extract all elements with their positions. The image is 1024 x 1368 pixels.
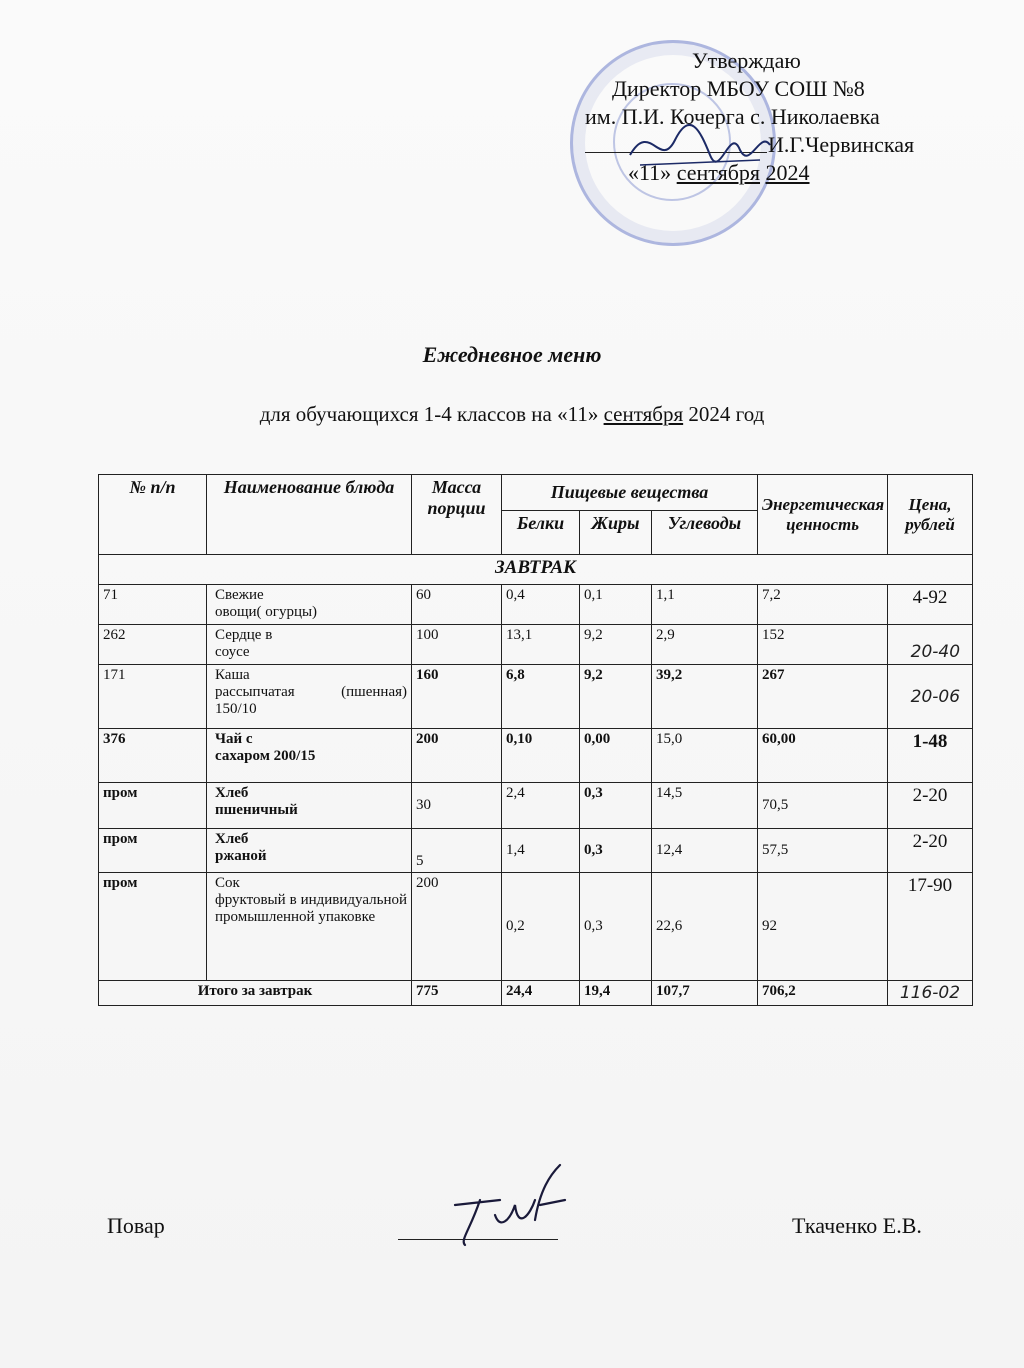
- cell-carbs: 39,2: [652, 665, 758, 729]
- subtitle-suffix: 2024 год: [688, 402, 765, 426]
- cell-mass: 5: [412, 829, 502, 873]
- table-row: [99, 585, 973, 625]
- total-energy: 706,2: [758, 981, 888, 1006]
- header-price: Цена, рублей: [888, 475, 973, 555]
- cell-num: 262: [99, 625, 207, 665]
- cell-protein: 6,8: [502, 665, 580, 729]
- cell-name-line2: пшеничный: [215, 802, 298, 818]
- cell-name-line1: Каша: [215, 667, 250, 683]
- cell-energy: 57,5: [758, 829, 888, 873]
- cell-num: 376: [99, 729, 207, 783]
- cell-name-line1: Чай с: [215, 731, 253, 747]
- section-row: [99, 555, 973, 585]
- page-title: Ежедневное меню: [422, 342, 602, 367]
- cell-carbs: 2,9: [652, 625, 758, 665]
- cell-price: 2-20: [888, 783, 973, 829]
- header-row-top: [99, 475, 973, 511]
- cell-carbs: 12,4: [652, 829, 758, 873]
- page-subtitle: [0, 402, 1024, 427]
- approval-title: Утверждаю: [692, 48, 801, 73]
- cell-mass: 60: [412, 585, 502, 625]
- cell-protein: 1,4: [502, 829, 580, 873]
- total-fat: 19,4: [580, 981, 652, 1006]
- section-title: ЗАВТРАК: [99, 555, 973, 585]
- cell-fat: 9,2: [580, 665, 652, 729]
- cell-energy: 60,00: [758, 729, 888, 783]
- cell-mass: 160: [412, 665, 502, 729]
- cell-carbs: 15,0: [652, 729, 758, 783]
- cell-energy: 92: [758, 873, 888, 981]
- cell-mass: 30: [412, 783, 502, 829]
- cell-carbs: 22,6: [652, 873, 758, 981]
- total-price-handwritten: 116-02: [888, 981, 973, 1006]
- cell-fat: 0,3: [580, 873, 652, 981]
- approval-date-year: 2024: [765, 160, 810, 185]
- footer-role: Повар: [107, 1213, 165, 1238]
- approval-date-month: сентября: [676, 160, 761, 185]
- cell-fat: 0,3: [580, 829, 652, 873]
- cell-fat: 0,1: [580, 585, 652, 625]
- cell-num: пром: [99, 873, 207, 981]
- header-carbs: Углеводы: [652, 511, 758, 555]
- header-num: № п/п: [99, 475, 207, 555]
- table-row: [99, 829, 973, 873]
- table-row: [99, 873, 973, 981]
- director-signature: [620, 110, 780, 180]
- cell-name-line2: овощи( огурцы): [215, 604, 318, 620]
- cell-protein: 0,2: [502, 873, 580, 981]
- approval-position: Директор МБОУ СОШ №8: [612, 76, 865, 101]
- cell-num: пром: [99, 829, 207, 873]
- cell-name: [207, 829, 412, 873]
- footer-name: Ткаченко Е.В.: [792, 1213, 922, 1238]
- cell-energy: 70,5: [758, 783, 888, 829]
- cell-fat: 0,00: [580, 729, 652, 783]
- cell-name-line1: Сок: [215, 875, 240, 891]
- cell-name: [207, 625, 412, 665]
- cell-name: [207, 783, 412, 829]
- total-protein: 24,4: [502, 981, 580, 1006]
- cell-name-line2: ржаной: [215, 848, 267, 864]
- total-carbs: 107,7: [652, 981, 758, 1006]
- cell-price: 2-20: [888, 829, 973, 873]
- cell-price: 17-90: [888, 873, 973, 981]
- table-row: [99, 665, 973, 729]
- cell-num: пром: [99, 783, 207, 829]
- cell-name: [207, 729, 412, 783]
- cell-price-handwritten: 20-06: [888, 665, 973, 729]
- approval-school: им. П.И. Кочерга с. Николаевка: [585, 104, 880, 129]
- header-nutrients: Пищевые вещества: [502, 475, 758, 511]
- cell-protein: 13,1: [502, 625, 580, 665]
- cell-fat: 9,2: [580, 625, 652, 665]
- cell-energy: 152: [758, 625, 888, 665]
- cell-protein: 0,4: [502, 585, 580, 625]
- subtitle-prefix: для обучающихся 1-4 классов на «11»: [259, 402, 599, 426]
- cell-name-line2: рассыпчатая (пшенная) 150/10: [215, 684, 407, 717]
- total-mass: 775: [412, 981, 502, 1006]
- cell-mass: 200: [412, 873, 502, 981]
- cell-name-line2: сахаром 200/15: [215, 748, 316, 764]
- table-row: [99, 625, 973, 665]
- cell-name: [207, 585, 412, 625]
- cell-protein: 2,4: [502, 783, 580, 829]
- total-label: Итого за завтрак: [99, 981, 412, 1006]
- cook-signature: [440, 1160, 570, 1250]
- cell-name: [207, 665, 412, 729]
- cell-price: 4-92: [888, 585, 973, 625]
- cell-name-line1: Сердце в: [215, 627, 273, 643]
- cell-price: 1-48: [888, 729, 973, 783]
- subtitle-month: сентября: [603, 402, 684, 426]
- cell-name: [207, 873, 412, 981]
- cell-carbs: 14,5: [652, 783, 758, 829]
- table-row: [99, 729, 973, 783]
- cell-protein: 0,10: [502, 729, 580, 783]
- header-protein: Белки: [502, 511, 580, 555]
- header-energy: Энергетическая ценность: [758, 475, 888, 555]
- cell-num: 171: [99, 665, 207, 729]
- cell-name-line1: Свежие: [215, 587, 264, 603]
- cell-name-line2: фруктовый в индивидуальной промышленной упаковке: [215, 892, 407, 925]
- approval-date-day: «11»: [628, 160, 672, 185]
- cell-name-line1: Хлеб: [215, 785, 249, 801]
- cell-fat: 0,3: [580, 783, 652, 829]
- cell-energy: 267: [758, 665, 888, 729]
- cell-mass: 200: [412, 729, 502, 783]
- cell-carbs: 1,1: [652, 585, 758, 625]
- cell-price-handwritten: 20-40: [888, 625, 973, 665]
- cell-name-line1: Хлеб: [215, 831, 249, 847]
- header-name: Наименование блюда: [207, 475, 412, 555]
- header-mass: Масса порции: [412, 475, 502, 555]
- cell-name-line2: соусе: [215, 644, 250, 660]
- approval-director-name: И.Г.Червинская: [768, 132, 915, 157]
- cell-num: 71: [99, 585, 207, 625]
- cell-energy: 7,2: [758, 585, 888, 625]
- menu-table: [98, 474, 973, 1006]
- cell-mass: 100: [412, 625, 502, 665]
- table-row: [99, 783, 973, 829]
- total-row: [99, 981, 973, 1006]
- header-fat: Жиры: [580, 511, 652, 555]
